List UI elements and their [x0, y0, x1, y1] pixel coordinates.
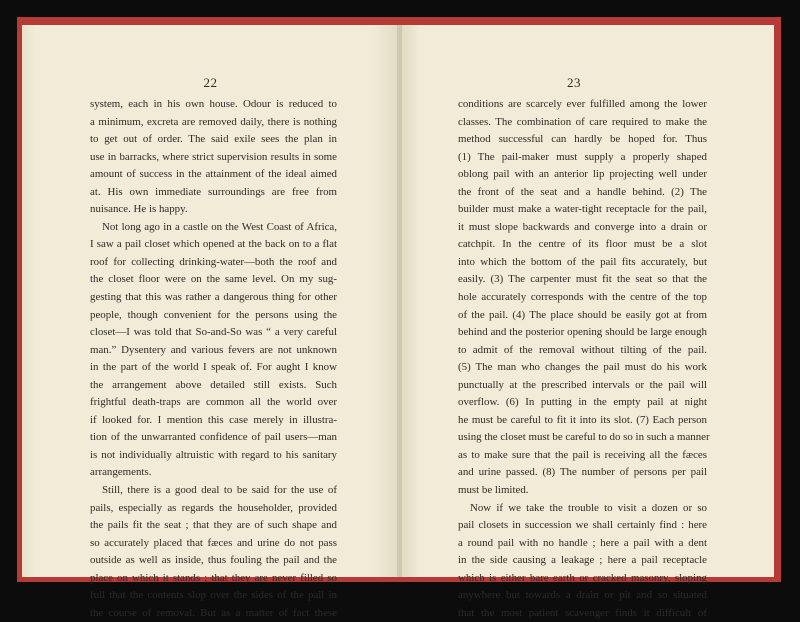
- text-line: system, each in his own house. Odour is reduced to: [90, 98, 337, 110]
- text-line: to get out of order. The said exile sees the plan in: [90, 133, 337, 146]
- right-page: [402, 25, 774, 619]
- page-number-left: 22: [203, 75, 218, 90]
- text-line: gesting that this was rather a dangerous thing for other: [90, 291, 337, 304]
- text-line: Not long ago in a castle on the West Coast of Africa,: [102, 220, 337, 233]
- text-line: the front of the seat and a handle behind. (2) The: [458, 185, 707, 198]
- text-line: conditions are scarcely ever fulfilled among the lower: [458, 98, 707, 110]
- text-line: so accurately placed that fæces and urine do not pass: [90, 536, 337, 549]
- text-line: arrangements.: [90, 466, 152, 479]
- text-line: to admit of the removal without tilting of the pail.: [458, 343, 707, 356]
- text-line: (5) The man who changes the pail must do his work: [458, 361, 707, 374]
- text-line: the closet floor were on the same level. On my sug-: [90, 273, 337, 286]
- text-line: full that the contents slop over the sides of the pail in: [90, 589, 337, 602]
- text-line: use in barracks, where strict supervision results in some: [90, 150, 337, 163]
- text-line: the course of removal. But as a matter of fact these: [90, 606, 337, 619]
- text-line: classes. The combination of care required to make the: [458, 115, 707, 128]
- text-line: I saw a pail closet which opened at the back on to a flat: [90, 238, 337, 251]
- text-line: it must slope backwards and converge into a drain or: [458, 220, 707, 233]
- text-line: pail closets in succession we shall certainly find : here: [458, 519, 707, 532]
- text-line: behind and the posterior opening should be large enough: [458, 326, 707, 339]
- text-line: in the part of the world I speak of. For aught I know: [90, 361, 337, 374]
- text-line: people, though convenient for the persons using the: [90, 308, 337, 321]
- text-line: builder must make a water-tight receptacle for the pail,: [458, 203, 707, 216]
- text-line: that the most patient scavenger finds it difficult of: [458, 606, 707, 619]
- text-line: is not individually altruistic with regard to his sanitary: [90, 448, 337, 461]
- text-line: nuisance. He is happy.: [90, 203, 188, 216]
- text-line: into which the bottom of the pail fits accurately, but: [458, 255, 707, 268]
- text-line: (1) The pail-maker must supply a properly shaped: [458, 150, 707, 163]
- text-line: outside as well as inside, thus fouling the pail and the: [90, 554, 337, 567]
- text-line: he must be careful to fit it into its slot. (7) Each person: [458, 413, 707, 426]
- text-line: the arrangement above detailed still exists. Such: [90, 378, 337, 391]
- text-line: Still, there is a good deal to be said for the use of: [102, 484, 337, 497]
- text-line: in the side causing a leakage ; here a pail receptacle: [458, 554, 707, 567]
- right-page-text: [458, 96, 710, 622]
- text-line: amount of success in the attainment of the ideal aimed: [90, 168, 337, 181]
- text-line: Now if we take the trouble to visit a dozen or so: [470, 501, 707, 514]
- text-line: using the closet must be careful to do so in such a manner: [458, 431, 710, 444]
- text-line: overflow. (6) In putting in the empty pail at night: [458, 396, 707, 409]
- text-line: man.” Dysentery and various fevers are not unknown: [90, 343, 337, 356]
- text-line: which is either bare earth or cracked masonry, sloping: [458, 571, 707, 584]
- text-line: the pails fit the seat ; that they are of such shape and: [90, 519, 337, 532]
- text-line: as to make sure that the pail is receiving all the fæces: [458, 448, 707, 461]
- text-line: if looked for. I mention this case merely in illustra-: [90, 413, 337, 426]
- text-line: place on which it stands ; that they are never filled so: [90, 571, 337, 584]
- text-line: hole accurately corresponds with the centre of the top: [458, 291, 707, 304]
- text-line: roof for collecting drinking-water—both the roof and: [90, 255, 337, 268]
- text-line: anywhere but towards a drain or pit and so situated: [458, 589, 707, 602]
- text-line: method successful can hardly be hoped for. Thus: [458, 133, 707, 146]
- text-line: of the pail. (4) The place should be easily got at from: [458, 308, 707, 321]
- text-line: frightful death-traps are common all the world over: [90, 396, 337, 409]
- text-line: catchpit. In the centre of its floor must be a slot: [458, 238, 707, 251]
- left-page: [22, 25, 399, 619]
- text-line: closet—I was told that So-and-So was “ a very careful: [90, 326, 337, 339]
- text-line: must be limited.: [458, 484, 529, 497]
- text-line: oblong pail with an anterior lip projecting well under: [458, 168, 707, 181]
- left-page-text: [90, 96, 337, 622]
- page-number-right: 23: [567, 75, 581, 90]
- text-line: punctually at the prescribed intervals or the pail will: [458, 378, 707, 391]
- text-line: pails, especially as regards the householder, provided: [90, 501, 337, 514]
- text-line: tion of the unwarranted confidence of pail users—man: [90, 431, 337, 444]
- text-line: at. His own immediate surroundings are free from: [90, 185, 337, 198]
- text-line: a minimum, excreta are removed daily, there is nothing: [90, 115, 337, 128]
- text-line: easily. (3) The carpenter must fit the seat so that the: [458, 273, 707, 286]
- text-line: a round pail with no handle ; here a pail with a dent: [458, 536, 707, 549]
- text-line: and urine passed. (8) The number of persons per pail: [458, 466, 707, 479]
